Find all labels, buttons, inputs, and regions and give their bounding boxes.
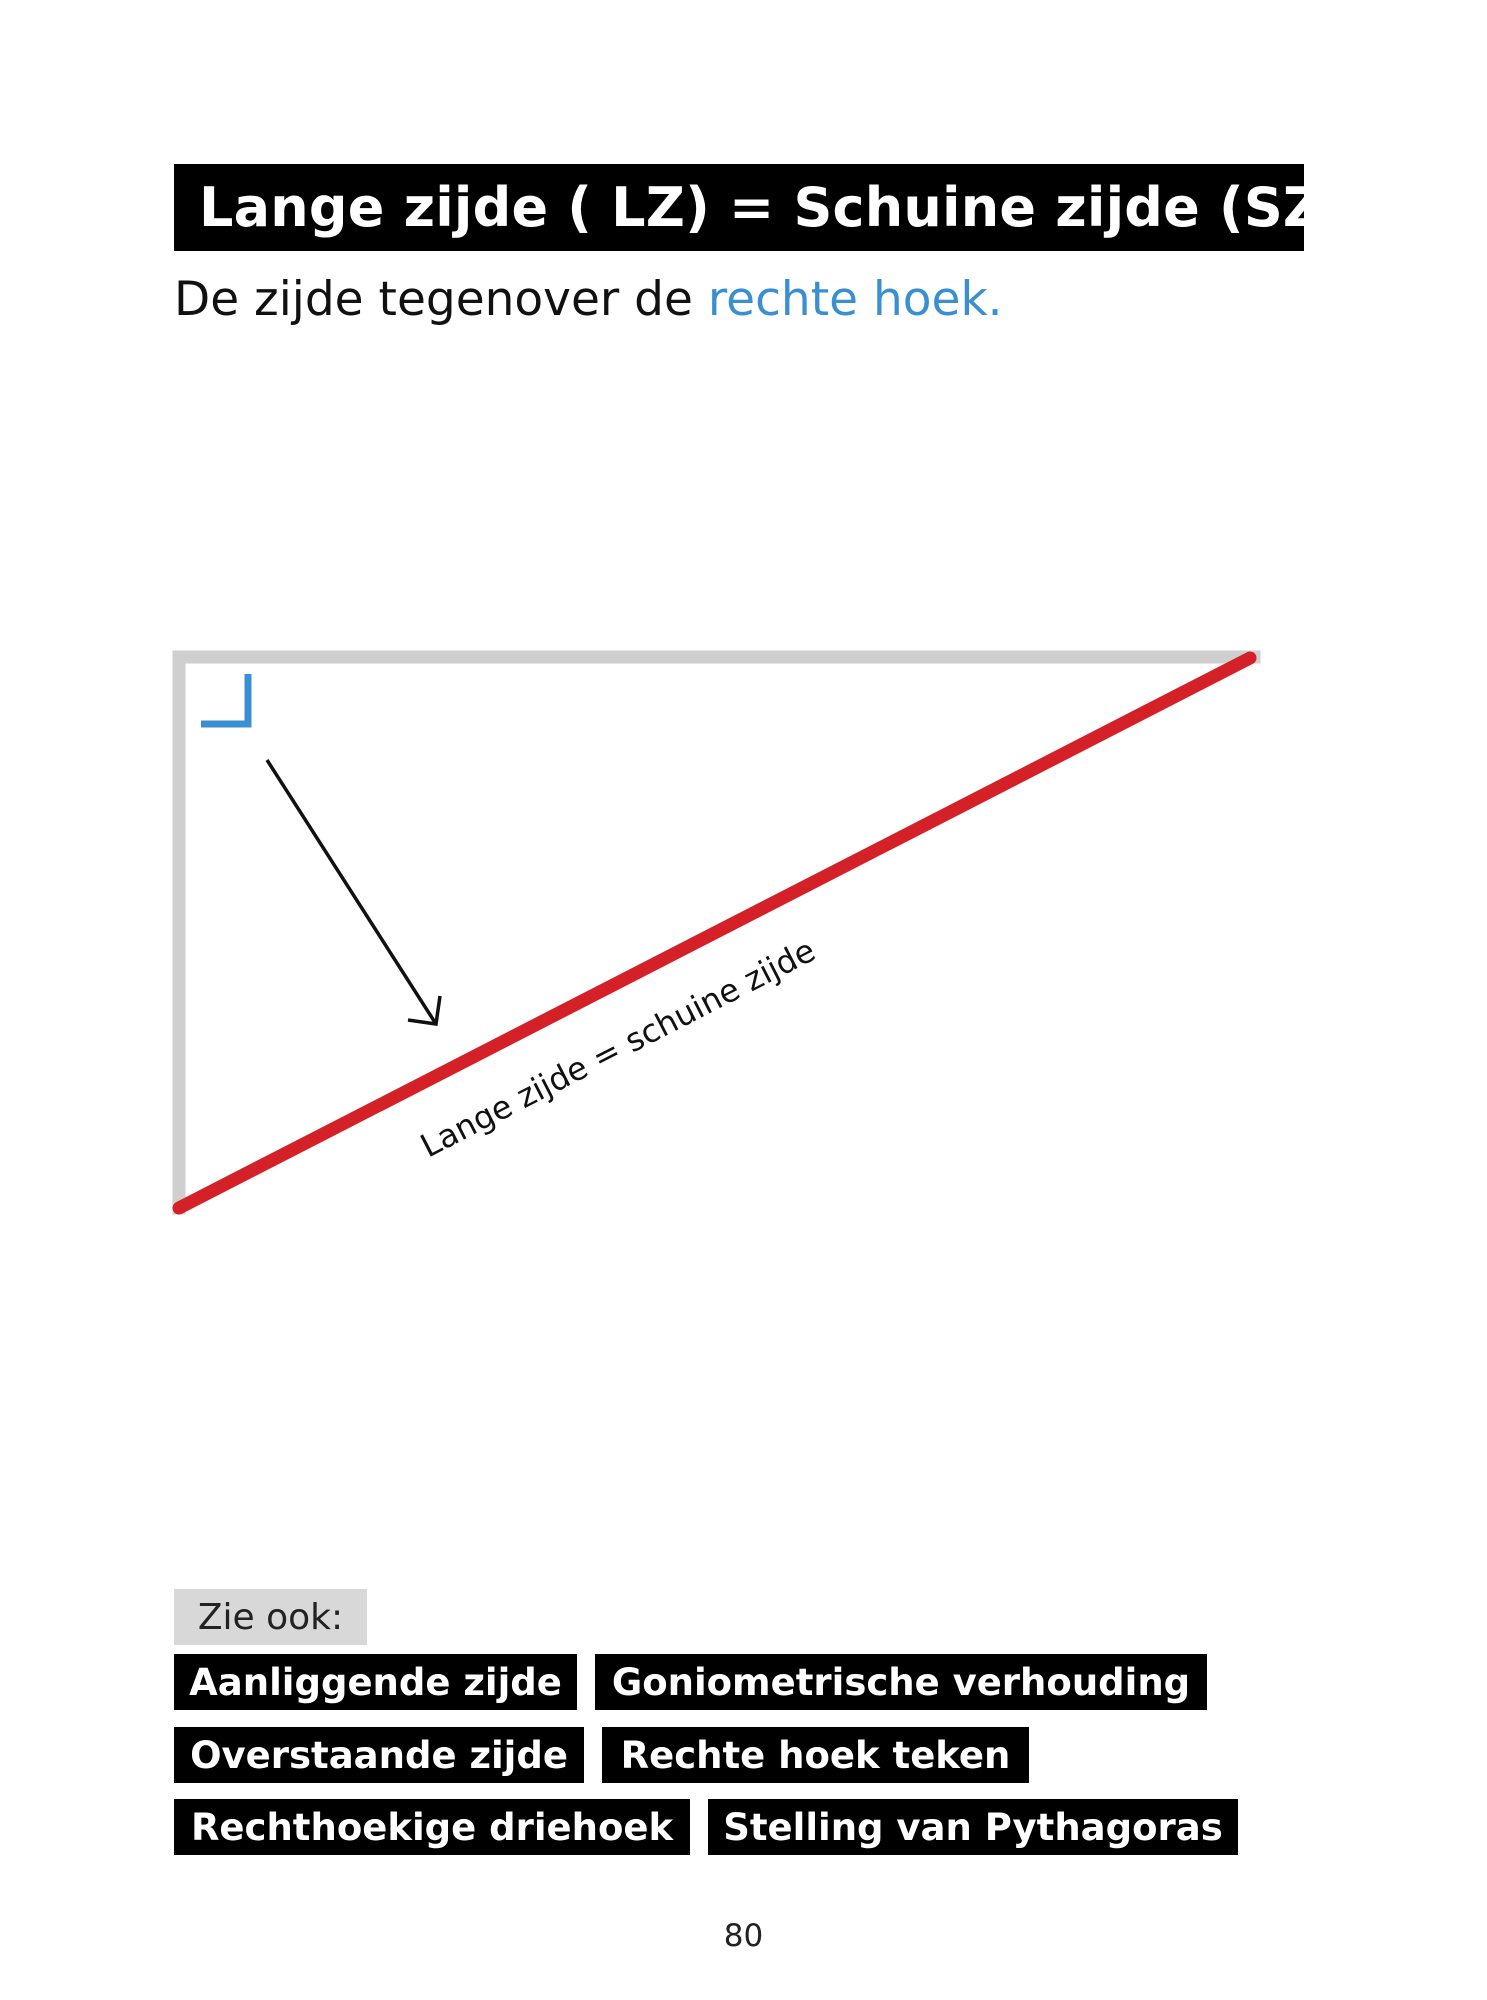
link-overstaande-zijde[interactable]: Overstaande zijde bbox=[174, 1727, 584, 1783]
right-angle-marker-icon bbox=[201, 674, 248, 724]
see-also-label: Zie ook: bbox=[174, 1589, 367, 1645]
definition-lead: De zijde tegenover de bbox=[174, 272, 708, 327]
page-title: Lange zijde ( LZ) = Schuine zijde (SZ) bbox=[174, 164, 1304, 251]
hypotenuse-line bbox=[179, 658, 1250, 1208]
link-rechte-hoek-teken[interactable]: Rechte hoek teken bbox=[602, 1727, 1029, 1783]
arrow-shaft bbox=[267, 760, 436, 1024]
arrow-head-icon bbox=[408, 996, 440, 1024]
definition-highlight: rechte hoek. bbox=[707, 272, 1003, 327]
link-rechthoekige-driehoek[interactable]: Rechthoekige driehoek bbox=[174, 1799, 690, 1855]
link-aanliggende-zijde[interactable]: Aanliggende zijde bbox=[174, 1654, 577, 1710]
hypotenuse-label: Lange zijde = schuine zijde bbox=[414, 931, 822, 1166]
page-number: 80 bbox=[723, 1918, 764, 1954]
link-stelling-van-pythagoras[interactable]: Stelling van Pythagoras bbox=[708, 1799, 1238, 1855]
link-goniometrische-verhouding[interactable]: Goniometrische verhouding bbox=[595, 1654, 1207, 1710]
